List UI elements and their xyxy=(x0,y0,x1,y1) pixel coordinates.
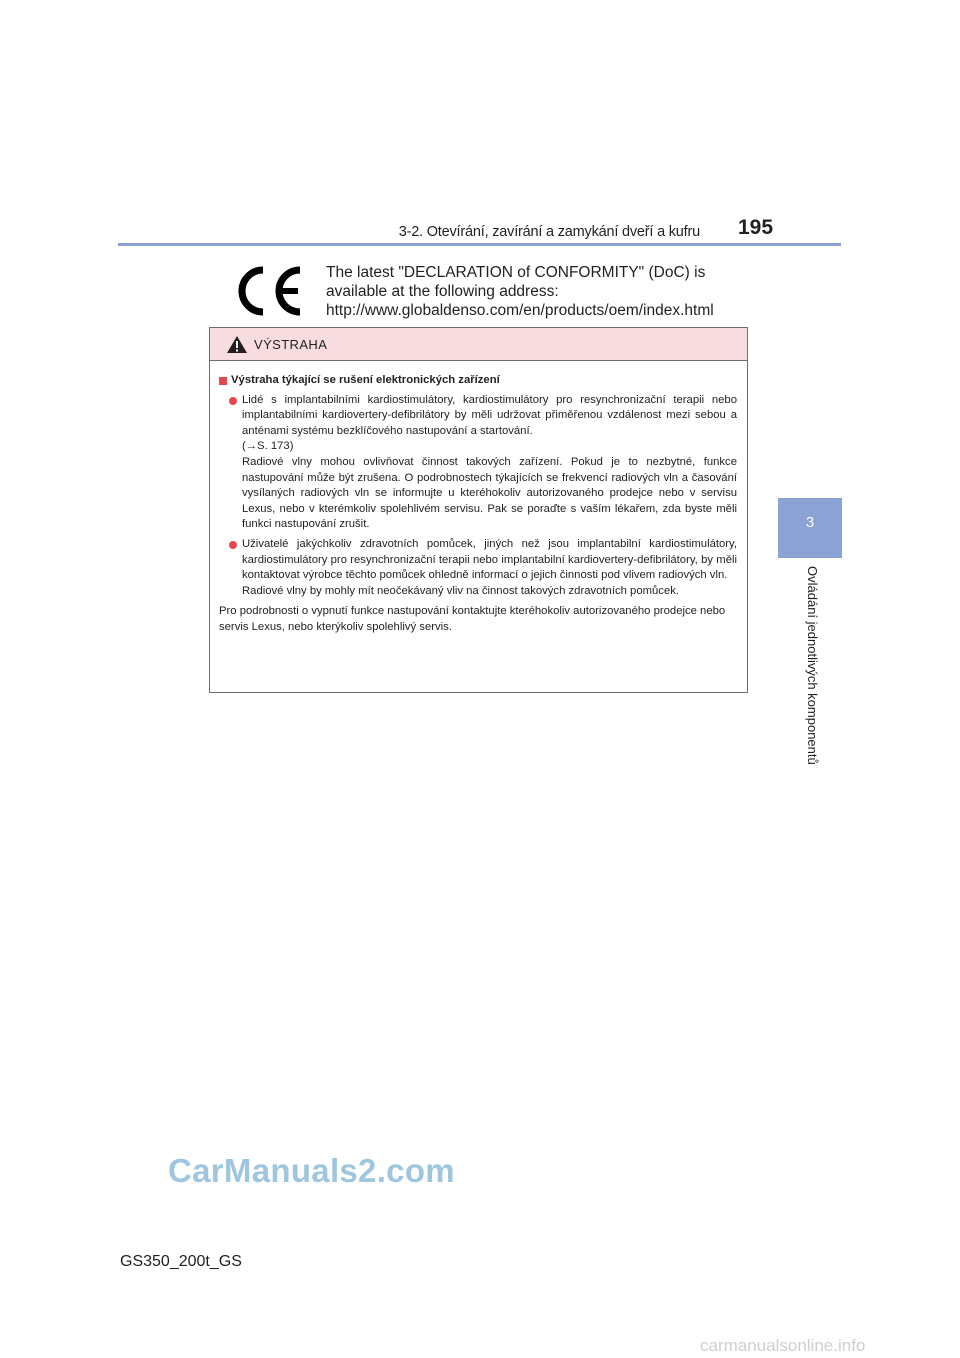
warning-bullet-2 xyxy=(219,537,737,599)
conformity-line-2: available at the following address: xyxy=(326,283,559,300)
round-bullet-icon xyxy=(229,541,237,549)
conformity-line-1: The latest "DECLARATION of CONFORMITY" (DoC) is xyxy=(326,264,706,281)
warning-triangle-icon xyxy=(226,335,248,354)
round-bullet-icon xyxy=(229,397,237,405)
chapter-tab xyxy=(778,498,842,558)
warning-header xyxy=(210,328,747,361)
model-code: GS350_200t_GS xyxy=(120,1253,242,1270)
conformity-url: http://www.globaldenso.com/en/products/oem/index.html xyxy=(326,302,714,319)
watermark-carmanualsonline: carmanualsonline.info xyxy=(700,1336,866,1355)
warning-box xyxy=(209,327,748,693)
conformity-notice xyxy=(326,263,736,320)
chapter-number: 3 xyxy=(805,514,815,531)
warning-body xyxy=(210,361,747,636)
bullet-2-paragraph-1: Uživatelé jakýchkoliv zdravotních pomůcek, jiných než jsou implantabilní kardiostimulátory, kardiostimulátory pro resynchronizační terapii nebo implantabilní kardiovertery-defibrilátory, by měli kontaktovat výrobce těchto pomůcek ohledně informací o jejich činnosti pod vlivem radiových vln. xyxy=(242,537,737,582)
watermark-carmanuals2: CarManuals2.com xyxy=(168,1152,455,1189)
warning-title: VÝSTRAHA xyxy=(254,336,328,352)
bullet-1-paragraph-2: Radiové vlny mohou ovlivňovat činnost takových zařízení. Pokud je to nezbytné, funkce nastupování může být zrušena. O podrobnostech týkajících se frekvencí radiových vln a časování vysílaných radiových vln se informujte u kteréhokoliv autorizovaného prodejce nebo v servisu Lexus, nebo v kterémkoliv spolehlivém servisu. Pak se poraďte s vaším lékařem, zda byste měli funkci nastupování zrušit. xyxy=(242,455,737,531)
page-number: 195 xyxy=(738,216,774,239)
warning-bullet-1 xyxy=(219,393,737,533)
page-reference: (→S. 173) xyxy=(242,440,294,453)
warning-heading xyxy=(219,373,737,389)
bullet-2-paragraph-2: Radiové vlny by mohly mít neočekávaný vliv na činnost takových zdravotních pomůcek. xyxy=(242,584,680,597)
header-rule xyxy=(118,243,841,246)
warning-heading-text: Výstraha týkající se rušení elektronických zařízení xyxy=(231,374,500,386)
warning-note: Pro podrobnosti o vypnutí funkce nastupování kontaktujte kteréhokoliv autorizovaného prodejce nebo servis Lexus, nebo kterýkoliv spolehlivý servis. xyxy=(219,605,726,633)
bullet-1-paragraph-1: Lidé s implantabilními kardiostimulátory, kardiostimulátory pro resynchronizační terapii nebo implantabilními kardiovertery-defibrilátory by měli udržovat přiměřenou vzdálenost mezi sebou a anténami systému bezklíčového nastupování a startování. xyxy=(242,393,737,437)
chapter-label: Ovládání jednotlivých komponentů xyxy=(805,566,820,765)
section-title: 3-2. Otevírání, zavírání a zamykání dveří a kufru xyxy=(398,224,700,240)
square-bullet-icon xyxy=(219,377,227,385)
ce-mark-icon xyxy=(232,266,304,316)
